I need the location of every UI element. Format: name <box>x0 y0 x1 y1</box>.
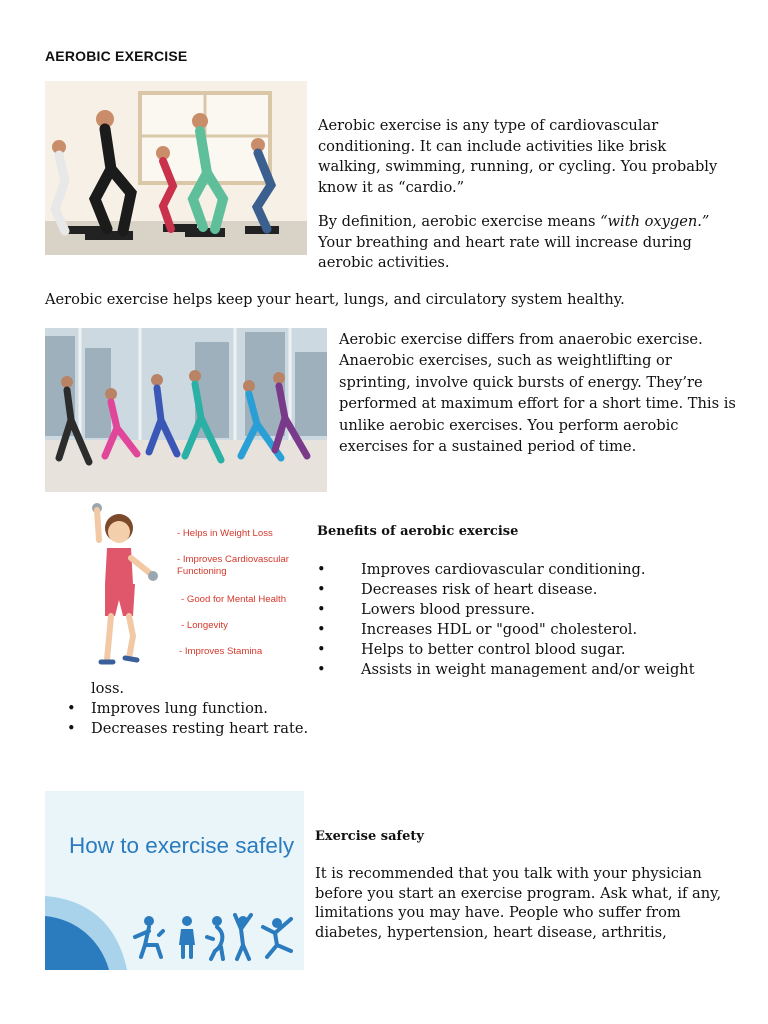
benefit-item: • Improves cardiovascular conditioning. <box>317 560 737 580</box>
infographic-label-mental-health: - Good for Mental Health <box>181 594 287 605</box>
benefit-item: • Assists in weight management and/or weight <box>317 660 737 680</box>
page-title: AEROBIC EXERCISE <box>45 48 188 64</box>
safety-title: Exercise safety <box>315 829 424 844</box>
anaerobic-paragraph: Aerobic exercise differs from anaerobic exercise. Anaerobic exercises, such as weightlifting or sprinting, involve quick bursts of energy. They’re performed at maximum effort for a short time. This is unlike aerobic exercises. You perform aerobic exercises for a sustained period of time. <box>339 331 736 456</box>
heart-lungs-line: Aerobic exercise helps keep your heart, lungs, and circulatory system healthy. <box>45 291 625 308</box>
infographic-label-stamina: - Improves Stamina <box>179 646 263 657</box>
definition-text-start: By definition, aerobic exercise means <box>318 213 601 230</box>
benefit-item: • Increases HDL or "good" cholesterol. <box>317 620 737 640</box>
benefit-item: • Decreases risk of heart disease. <box>317 580 737 600</box>
benefit-item-wrap: loss. <box>91 680 125 697</box>
benefit-item: • Improves lung function. <box>67 699 467 719</box>
benefits-list-continued <box>67 699 467 739</box>
benefits-title: Benefits of aerobic exercise <box>317 524 519 539</box>
benefits-infographic <box>77 500 302 672</box>
infographic-label-cardio: - Improves Cardiovascular Functioning <box>177 554 289 577</box>
benefit-item: • Helps to better control blood sugar. <box>317 640 737 660</box>
definition-paragraph <box>318 212 728 274</box>
safety-paragraph: It is recommended that you talk with your physician before you start an exercise program. Ask what, if any, limitations you may have. People who suffer from diabetes, hypertension, heart disease, arthritis, <box>315 865 722 941</box>
benefits-list <box>317 560 737 680</box>
exercise-safely-graphic <box>45 791 304 970</box>
exercise-safely-heading: How to exercise safely <box>69 833 295 858</box>
benefit-item: • Lowers blood pressure. <box>317 600 737 620</box>
step-aerobics-photo <box>45 81 307 255</box>
definition-text-end: Your breathing and heart rate will increase during aerobic activities. <box>318 233 692 271</box>
intro-paragraph: Aerobic exercise is any type of cardiovascular conditioning. It can include activities like brisk walking, swimming, running, or cycling. You probably know it as “cardio.” <box>318 117 718 196</box>
infographic-label-longevity: - Longevity <box>181 620 228 631</box>
benefit-item: • Decreases resting heart rate. <box>67 719 467 739</box>
group-aerobics-photo <box>45 328 327 492</box>
with-oxygen-emphasis: “with oxygen.” <box>600 213 710 230</box>
infographic-label-weight-loss: - Helps in Weight Loss <box>177 528 273 539</box>
